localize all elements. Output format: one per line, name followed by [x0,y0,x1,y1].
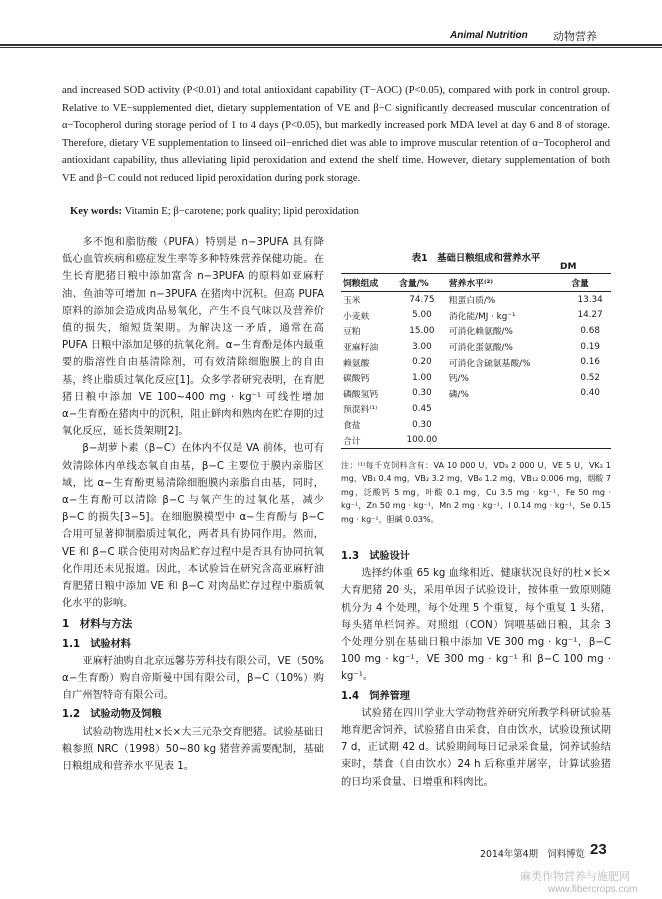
page-number: 23 [590,841,607,858]
table-cell: 食盐 [343,421,361,432]
table-cell: 0.19 [580,341,600,352]
table-row [341,432,611,448]
table-cell: 可消化赖氨酸/% [448,327,513,338]
table-row [341,292,611,308]
table-cell: 可消化含硫氨基酸/% [448,358,531,369]
table-cell: 15.00 [409,325,435,336]
section-1-2-text: 试验动物选用杜×长×大三元杂交育肥猪。试验基础日粮参照 NRC（1998）50~80 kg 猪营养需要配制，基础日粮组成和营养水平见表 1。 [62,726,324,773]
table-cell: 预混料⁽¹⁾ [343,405,378,416]
table-cell: 赖氨酸 [343,358,370,369]
table-row [341,417,611,433]
table-cell: 磷酸氢钙 [343,389,379,400]
table-cell [569,401,611,417]
table-cell: 74.75 [409,294,435,305]
table-header-cell: 饲粮组成 [341,274,397,292]
section-1-1-text: 亚麻籽油购自北京远馨芬芳科技有限公司，VE（50% α−生育酚）购自帝斯曼中国有限公司，β−C（10%）购自广州智特奇有限公司。 [62,655,324,702]
table-header-row [341,274,611,292]
table-row [341,339,611,355]
table-cell: 0.30 [412,419,432,430]
section-1-3-text: 选择约体重 65 kg 血缘相近、健康状况良好的杜×长×大育肥猪 20 头，采用单因子试验设计，按体重一致原则随机分为 4 个处理，每个处理 5 个重复，每个重复 1 头猪，每头猪单栏饲养。对照组（CON）饲喂基础日粮，其余 3 个处理分别在基础日粮中添加 VE 300 mg · kg⁻¹，β−C 100 mg · kg⁻¹，VE 300 mg · kg⁻¹ 和 β−C 100 mg · kg⁻¹。 [341,568,611,683]
section-1-2-heading: 1.2 试验动物及饲粮 [62,709,162,721]
diet-table [341,273,611,449]
section-1-4-text: 试验猪在四川学业大学动物营养研究所教学科研试验基地育肥舍饲养，试验猪自由采食，自由饮水，试验设预试期 7 d，正试期 42 d。试验期间每日记录采食量，饲养试验结束时，禁食（自由饮水）24 h 后称重并屠宰，计算试验猪的日均采食量、日增重和料肉比。 [341,707,611,788]
table-cell: 小麦麸 [343,311,370,322]
table-note: 注：⁽¹⁾每千克饲料含有：VA 10 000 U，VD₃ 2 000 U，VE 5 U，VK₃ 1 mg，VB₁ 0.4 mg，VB₂ 3.2 mg，VB₆ 1.2 mg，VB₁₂ 0.006 mg，烟酸 7 mg，泛酸钙 5 mg，叶酸 0.1 mg，Cu 3.5 mg · kg⁻¹，Fe 50 mg · kg⁻¹，Zn 50 mg · kg⁻¹，Mn 2 mg · kg⁻¹，I 0.14 mg · kg⁻¹，Se 0.15 mg · kg⁻¹，胆碱 0.03%。 [341,461,611,524]
intro-paragraph-1: 多不饱和脂肪酸（PUFA）特别是 n−3PUFA 具有降低心血管疾病和癌症发生率等多种特殊营养保健功能。在生长育肥猪日粮中添加富含 n−3PUFA 的原料如亚麻籽油、鱼油等可增加 n−3PUFA 在猪肉中沉积。但高 PUFA 原料的添加会造成肉品易氧化，产生不良气味以及营养价值的损失，缩短货架期。为解决这一矛盾，通常在高 PUFA 日粮中添加足够的抗氧化剂。α−生育酚是体内最重要的脂溶性自由基清除剂，可有效清除细胞膜上的自由基，终止脂质过氧化反应[1]。众多学者研究表明，在育肥猪日粮中添加 VE 100~400 mg · kg⁻¹ 可线性增加 α−生育酚在猪肉中的沉积，阻止鲜肉和熟肉在贮存期的过氧化反应，延长货架期[2]。 [62,237,324,438]
left-column [62,234,324,775]
table-cell: 钙/% [448,374,469,385]
table-cell: 0.20 [412,357,432,368]
section-1-heading: 1 材料与方法 [62,618,133,631]
section-1-3-heading: 1.3 试验设计 [341,551,410,562]
journal-name-en: Animal Nutrition [450,30,528,41]
footer-issue: 2014年第4期 饲料博览 [480,849,585,860]
table-cell: 13.34 [577,294,603,305]
keywords-label: Key words: [70,206,123,217]
table-cell [569,417,611,433]
table-cell: 0.45 [412,403,432,414]
table-cell: 14.27 [577,310,603,321]
table-header-cell: 含量/% [397,274,447,292]
table-header-cell: 含量 [569,274,611,292]
table-cell [447,432,570,448]
intro-paragraph-2: β−胡萝卜素（β−C）在体内不仅是 VA 前体，也可有效清除体内单线态氧自由基，β−C 主要位于膜内亲脂区域，比 α−生育酚更易清除细胞膜内亲脂自由基，同时，α−生育酚可以清除 β−C 与氧产生的过氧化基，减少 β−C 的损失[3−5]。在细胞膜模型中 α−生育酚与 β−C 合用可显著抑制脂质过氧化，两者具有协同作用。然而，VE 和 β−C 联合使用对肉品贮存过程中是否具有协同抗氧化作用还未见报道。因此，本试验旨在研究含高亚麻籽油育肥猪日粮中添加 VE 和 β−C 对肉品贮存过程中脂质氧化水平的影响。 [62,443,324,610]
table-cell: 碳酸钙 [343,374,370,385]
table-unit: DM [560,262,577,272]
header-rule [0,44,662,46]
table-cell [447,417,570,433]
table-title: 表1 基础日粮组成和营养水平 [411,253,541,264]
table-cell: 亚麻籽油 [343,343,379,354]
section-1-1-heading: 1.1 试验材料 [62,638,131,650]
table-row [341,308,611,324]
table-header-cell: 营养水平⁽²⁾ [447,274,570,292]
table-cell: 0.16 [580,357,600,368]
watermark-url: www.fibercrops.com [548,884,638,895]
table-row [341,370,611,386]
table-cell: 3.00 [412,341,432,352]
journal-name-cn: 动物营养 [553,30,597,43]
header-rule-thin [0,47,662,48]
right-column [341,546,611,791]
table-cell: 0.30 [412,388,432,399]
table-cell: 0.68 [580,325,600,336]
abstract-text: and increased SOD activity (P<0.01) and total antioxidant capability (T−AOC) (P<0.05), compared with pork in control group. Relative to VE−supplemented diet, dietary supplementation of VE and β−C significantly decreased muscular concentration of α−Tocopherol during storage period of 1 to 4 days (P<0.05), but markedly increased pork MDA level at day 6 and 8 of storage. Therefore, dietary VE supplementation to linseed oil−enriched diet was able to improve muscular retention of α−Tocopherol and antioxidant capability, thus alleviating lipid peroxidation and extend the shelf time. However, dietary supplementation of both VE and β−C could not reduced lipid peroxidation during pork storage. [62,85,610,184]
table-cell: 0.52 [580,372,600,383]
table-cell: 豆粕 [343,327,361,338]
watermark-text: 麻类作物营养与施肥网 [520,870,630,883]
table-cell: 1.00 [412,372,432,383]
table-row [341,401,611,417]
table-cell: 合计 [341,432,397,448]
table-cell: 100.00 [397,432,447,448]
table-cell [569,432,611,448]
table-cell: 玉米 [343,296,361,307]
table-row [341,386,611,402]
table-cell: 消化能/MJ · kg⁻¹ [448,311,516,322]
table-cell: 磷/% [448,389,469,400]
table-cell: 0.40 [580,388,600,399]
table-cell [447,401,570,417]
table-cell: 可消化蛋氨酸/% [448,343,513,354]
table-row [341,323,611,339]
keywords [70,206,610,217]
section-1-4-heading: 1.4 饲养管理 [341,690,410,702]
table-row [341,354,611,370]
table-cell: 5.00 [412,310,432,321]
table-cell: 粗蛋白质/% [448,296,496,307]
keywords-text: Vitamin E; β−carotene; pork quality; lipid peroxidation [124,206,359,217]
